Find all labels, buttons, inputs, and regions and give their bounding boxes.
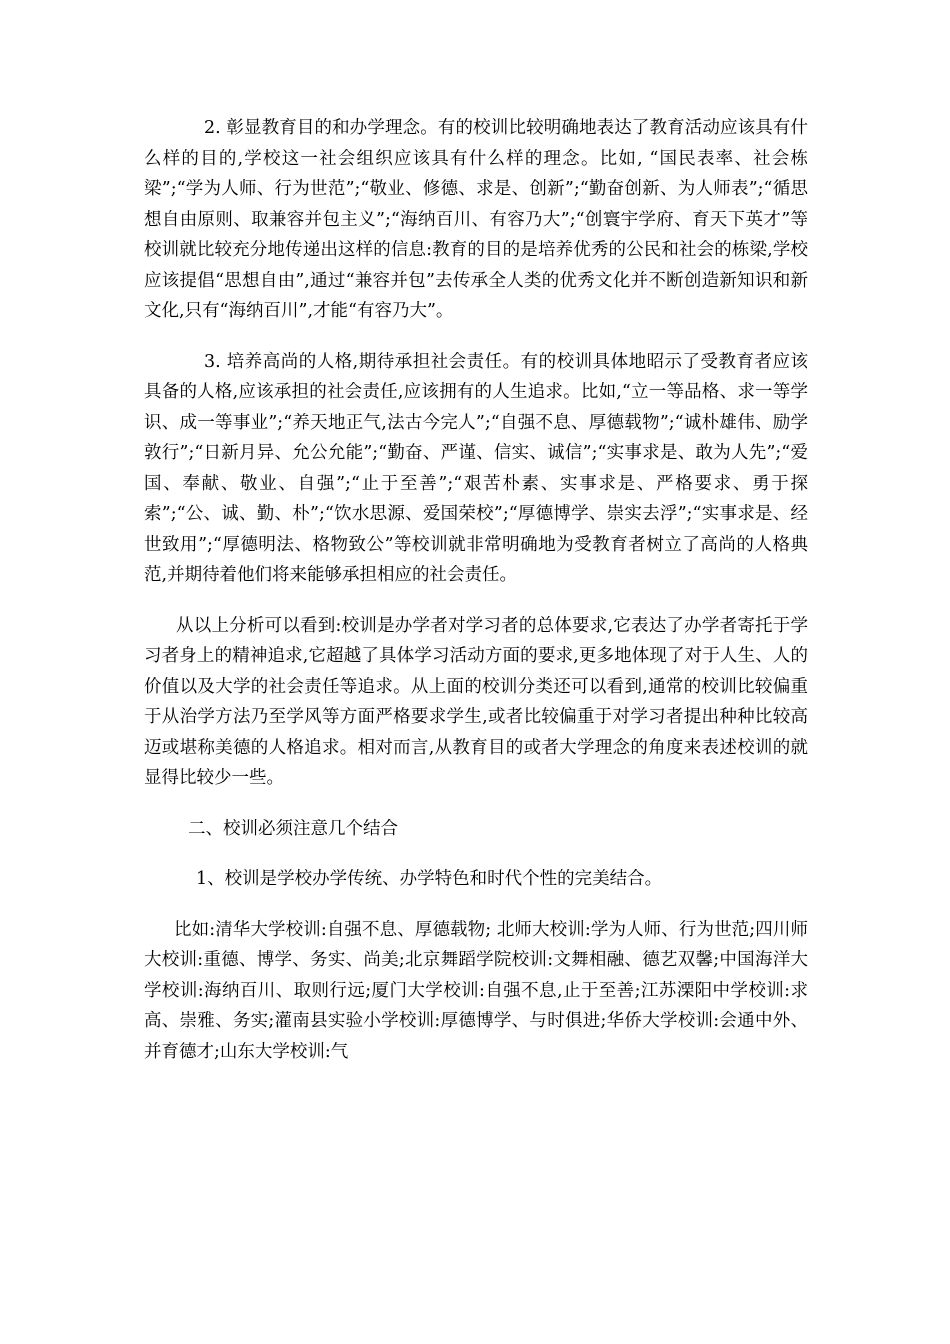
paragraph-educational-purpose: 2. 彰显教育目的和办学理念。有的校训比较明确地表达了教育活动应该具有什么样的目的,学校这一社会组织应该具有什么样的理念。比如, “国民表率、社会栋梁”;“学为人师、行为世范”;“敬业、修德、求是、创新”;“勤奋创新、为人师表”;“循思想自由原则、取兼容并包主义”;“海纳百川、有容乃大”;“创寰宇学府、育天下英才”等校训就比较充分地传递出这样的信息:教育的目的是培养优秀的公民和社会的栋梁,学校应该提倡“思想自由”,通过“兼容并包”去传承全人类的优秀文化并不断创造新知识和新文化,只有“海纳百川”,才能“有容乃大”。	[144, 118, 808, 321]
section-heading-motto-combinations: 二、校训必须注意几个结合	[188, 818, 398, 839]
paragraph-motto-examples: 比如:清华大学校训:自强不息、厚德载物; 北师大校训:学为人师、行为世范;四川师大校训:重德、博学、务实、尚美;北京舞蹈学院校训:文舞相融、德艺双馨;中国海洋大学校训:海纳百川、取则行远;厦门大学校训:自强不息,止于至善;江苏溧阳中学校训:求高、崇雅、务实;灌南县实验小学校训:厚德博学、与时俱进;华侨大学校训:会通中外、并育德才;山东大学校训:气	[144, 919, 808, 1062]
paragraph-noble-character: 3. 培养高尚的人格,期待承担社会责任。有的校训具体地昭示了受教育者应该具备的人格,应该承担的社会责任,应该拥有的人生追求。比如,“立一等品格、求一等学识、成一等事业”;“养天地正气,法古今完人”;“自强不息、厚德载物”;“诚朴雄伟、励学敦行”;“日新月异、允公允能”;“勤奋、严谨、信实、诚信”;“实事求是、敢为人先”;“爱国、奉献、敬业、自强”;“止于至善”;“艰苦朴素、实事求是、严格要求、勇于探索”;“公、诚、勤、朴”;“饮水思源、爱国荣校”;“厚德博学、崇实去浮”;“实事求是、经世致用”;“厚德明法、格物致公”等校训就非常明确地为受教育者树立了高尚的人格典范,并期待着他们将来能够承担相应的社会责任。	[144, 351, 808, 585]
subheading-tradition-features: 1、校训是学校办学传统、办学特色和时代个性的完美结合。	[196, 869, 663, 889]
paragraph-analysis-summary: 从以上分析可以看到:校训是办学者对学习者的总体要求,它表达了办学者寄托于学习者身上的精神追求,它超越了具体学习活动方面的要求,更多地体现了对于人生、人的价值以及大学的社会责任等追求。从上面的校训分类还可以看到,通常的校训比较偏重于从治学方法乃至学风等方面严格要求学生,或者比较偏重于对学习者提出种种比较高迈或堪称美德的人格追求。相对而言,从教育目的或者大学理念的角度来表述校训的就显得比较少一些。	[144, 615, 808, 788]
